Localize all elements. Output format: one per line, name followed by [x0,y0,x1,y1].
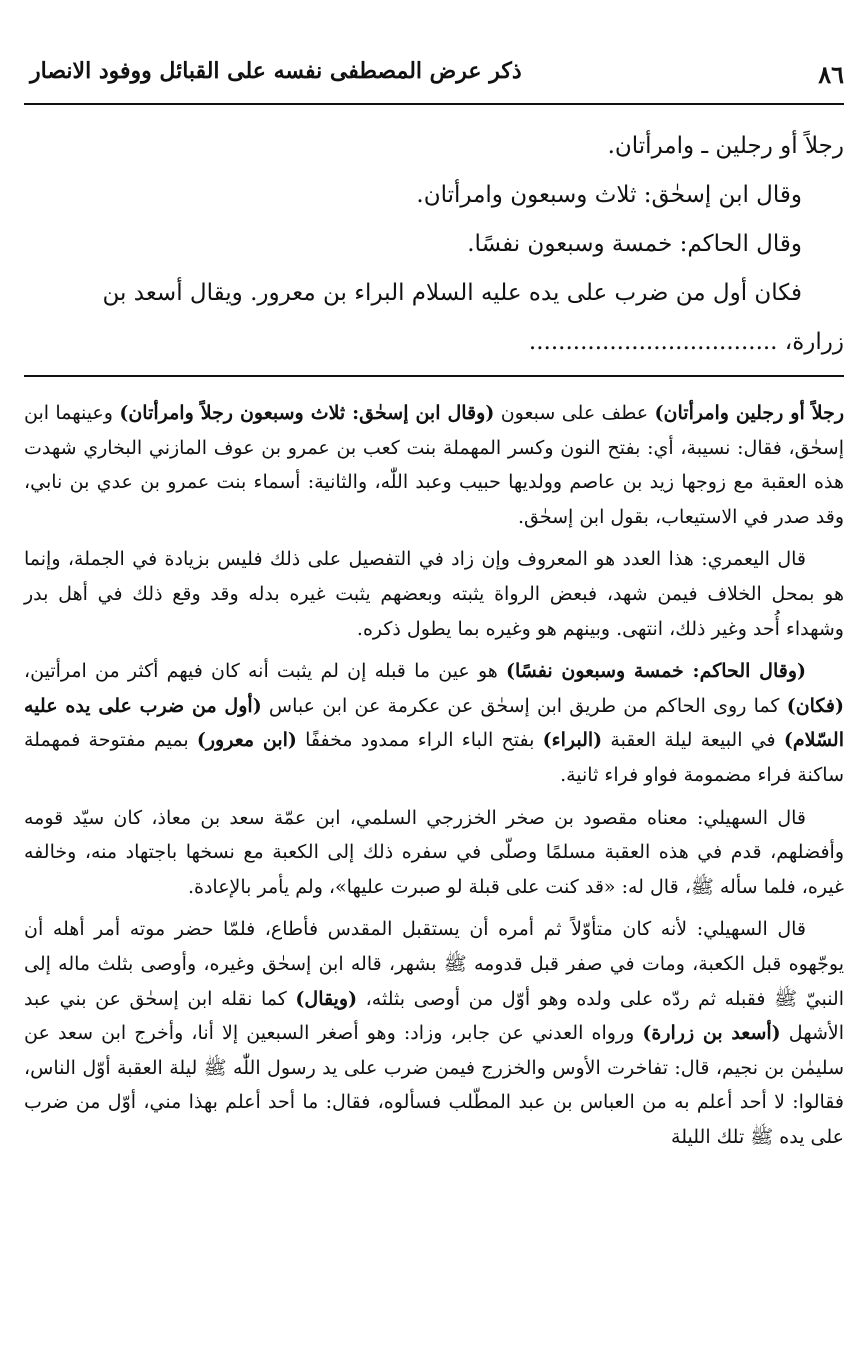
commentary [24,396,844,1162]
main-line: رجلاً أو رجلين ـ وامرأتان. [607,133,844,159]
main-line: فكان أول من ضرب على يده عليه السلام البراء بن معرور. ويقال أسعد بن [102,280,802,306]
commentary-text: وعينهما ابن إسحٰق، فقال: نسيبة، أي: بفتح النون وكسر المهملة بنت كعب بن عمرو بن عوف المازني البخاري شهدت هذه العقبة مع زوجها زيد بن عاصم وولديها حبيب وعبد اللّٰه، والثانية: أسماء بنت عمرو بن عدي بن نابي، وقد صدر في الاستيعاب، بقول ابن إسحٰق. [24,402,844,528]
commentary-text: عطف على سبعون [494,402,655,424]
text-commentary-divider [24,375,844,377]
main-line: وقال الحاكم: خمسة وسبعون نفسًا. [467,231,802,257]
main-line: وقال ابن إسحٰق: ثلاث وسبعون وامرأتان. [416,182,802,208]
commentary-paragraph [24,396,844,534]
quoted-matn: (أسعد بن زرارة) [642,1022,781,1045]
header-rule [24,103,844,105]
main-line: زرارة، .................................. [528,329,844,355]
commentary-text: قال السهيلي: لأنه كان متأوّلاً ثم أمره أن يستقبل المقدس فأطاع، فلمّا حضر موته أمر أهله أن يوجّهوه قبل الكعبة، ومات في صفر قبل قدومه ﷺ بشهر، قاله ابن إسحٰق وغيره، وأوصى بثلث ماله إلى النبيّ ﷺ فقبله ثم ردّه على ولده وهو أوّل من أوصى بثلثه، [24,918,845,1010]
running-title: ذكر عرض المصطفى نفسه على القبائل ووفود الانصار [30,58,522,84]
quoted-matn: (وقال ابن إسحٰق: ثلاث وسبعون رجلاً وامرأتان) [119,402,495,424]
quoted-matn: (ويقال) [295,987,358,1010]
commentary-text: كما روى الحاكم من طريق ابن إسحٰق عن عكرمة عن ابن عباس [261,694,787,717]
commentary-text: ورواه العدني عن جابر، وزاد: وهو أصغر السبعين إلا أنا، وأخرج ابن سعد عن سليمٰن بن نجيم، قال: تفاخرت الأوس والخزرج فيمن ضرب على يد رسول اللّٰه ﷺ ليلة العقبة أوّل الناس، فقالوا: لا أحد أعلم به من العباس بن عبد المطّلب فسألوه، فقال: ما أحد أعلم بهذا مني، أوّل من ضرب على يده ﷺ تلك الليلة [24,1022,844,1148]
page-number: ٨٦ [818,60,844,89]
commentary-paragraph: قال اليعمري: هذا العدد هو المعروف وإن زاد في التفصيل على ذلك فليس بزيادة في الجملة، وإنما هو بمحل الخلاف فيمن شهد، فبعض الرواة يثبته وبعضهم يثبت غيره بدله وقد وقع ذلك في أهل بدر وشهداء أُحد وغير ذلك، انتهى. وبينهم هو وغيره بما يطول ذكره. [24,548,844,640]
quoted-matn: (وقال الحاكم: خمسة وسبعون نفسًا) [506,660,806,683]
book-page [24,0,844,1359]
commentary-text: في البيعة ليلة العقبة [602,729,784,752]
quoted-matn: (أول من ضرب على يده عليه السّلام) [24,694,844,752]
commentary-paragraph: قال السهيلي: معناه مقصود بن صخر الخزرجي السلمي، ابن عمّة سعد بن معاذ، كان سيّد قومه وأفضلهم، قدم في هذه العقبة مسلمًا وصلّى في سفره ذلك إلى الكعبة مع نسخها باجتهاد منه، وخالفه غيره، فلما سأله ﷺ، قال له: «قد كنت على قبلة لو صبرت عليها»، ولم يأمر بالإعادة. [24,806,844,898]
commentary-text: بفتح الباء الراء ممدود مخففًا [296,729,543,752]
commentary-paragraph [24,912,844,1154]
commentary-paragraph [24,654,844,792]
commentary-text: هو عين ما قبله إن لم يثبت أنه كان فيهم أكثر من امرأتين، [24,660,506,683]
page-header [24,56,844,96]
commentary-text: كما نقله ابن إسحٰق عن بني عبد الأشهل [24,987,844,1045]
commentary-text: بميم مفتوحة فمهملة ساكنة فراء مضمومة فواو فراء ثانية. [24,729,844,786]
quoted-matn: (البراء) [542,729,603,752]
quoted-matn: (ابن معرور) [196,729,297,752]
main-text [24,122,844,367]
quoted-matn: رجلاً أو رجلين وامرأتان) [654,402,844,424]
quoted-matn: (فكان) [786,694,844,717]
